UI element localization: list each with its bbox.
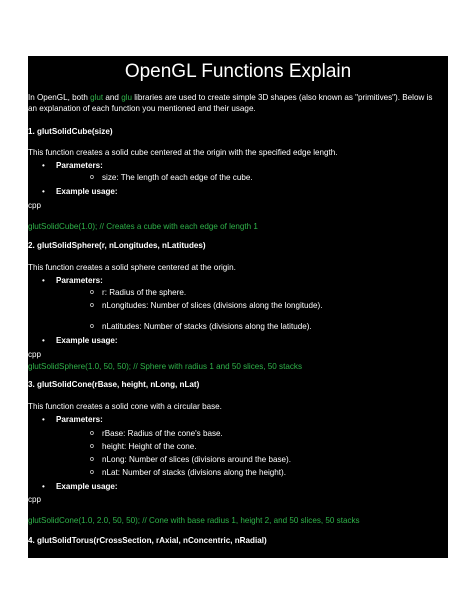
parameters-label: • Parameters: — [56, 276, 103, 285]
intro-paragraph — [28, 92, 438, 114]
section-description: This function creates a solid cube centered at the origin with the specified edge length. — [28, 148, 338, 157]
section-description: This function creates a solid cone with a circular base. — [28, 402, 222, 411]
parameters-label: • Parameters: — [56, 415, 103, 424]
code-language: cpp — [28, 350, 42, 359]
section-heading: 2. glutSolidSphere(r, nLongitudes, nLatitudes) — [28, 241, 206, 250]
example-usage-label: • Example usage: — [56, 336, 118, 345]
parameter-item: o nLatitudes: Number of stacks (divisions along the latitude). — [102, 322, 312, 331]
glut-highlight: glut — [90, 93, 104, 102]
parameter-item: o rBase: Radius of the cone's base. — [102, 429, 223, 438]
page-title: OpenGL Functions Explain — [124, 61, 352, 82]
section-heading: 4. glutSolidTorus(rCrossSection, rAxial, nConcentric, nRadial) — [28, 536, 267, 545]
code-language: cpp — [28, 201, 42, 210]
section-heading: 1. glutSolidCube(size) — [28, 127, 113, 136]
section-heading: 3. glutSolidCone(rBase, height, nLong, nLat) — [28, 380, 200, 389]
parameter-item: o nLong: Number of slices (divisions around the base). — [102, 455, 291, 464]
parameter-item: o size: The length of each edge of the cube. — [102, 173, 253, 182]
code-language: cpp — [28, 495, 42, 504]
code-example: glutSolidCube(1.0); // Creates a cube with each edge of length 1 — [28, 222, 258, 231]
intro-text: and — [103, 93, 122, 102]
parameter-item: o r: Radius of the sphere. — [102, 288, 186, 297]
glu-highlight: glu — [121, 93, 132, 102]
code-example: glutSolidSphere(1.0, 50, 50); // Sphere with radius 1 and 50 slices, 50 stacks — [28, 362, 302, 371]
parameter-item: o nLongitudes: Number of slices (divisions along the longitude). — [102, 301, 322, 310]
code-example: glutSolidCone(1.0, 2.0, 50, 50); // Cone with base radius 1, height 2, and 50 slices, 50 stacks — [28, 516, 360, 525]
parameters-label: • Parameters: — [56, 161, 103, 170]
section-description: This function creates a solid sphere centered at the origin. — [28, 263, 236, 272]
example-usage-label: • Example usage: — [56, 187, 118, 196]
document-page — [28, 56, 448, 558]
example-usage-label: • Example usage: — [56, 482, 118, 491]
intro-text: In OpenGL, both — [28, 93, 91, 102]
intro-text: libraries are used to create simple 3D shapes (also known as "primitives"). Below is an explanation of each function you mentioned and their usage. — [28, 93, 433, 113]
parameter-item: o height: Height of the cone. — [102, 442, 197, 451]
parameter-item: o nLat: Number of stacks (divisions along the height). — [102, 468, 286, 477]
